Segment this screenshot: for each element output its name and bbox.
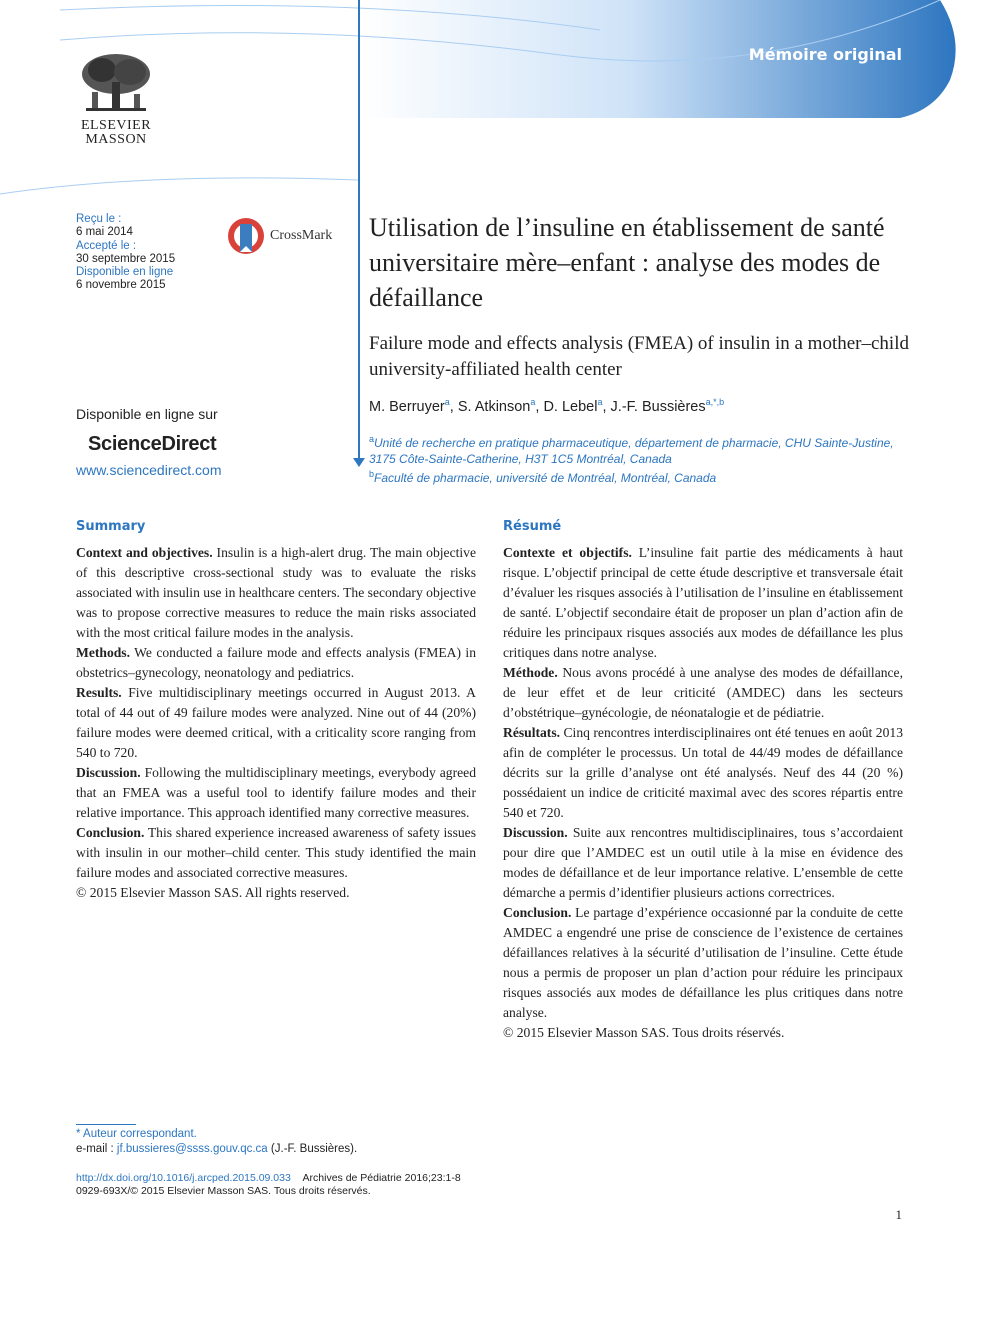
accepted-label: Accepté le : xyxy=(76,239,137,252)
sciencedirect-link[interactable]: www.sciencedirect.com xyxy=(76,462,222,478)
online-available-label: Disponible en ligne sur xyxy=(76,406,218,422)
summary-copyright: © 2015 Elsevier Masson SAS. All rights reserved. xyxy=(76,885,350,900)
issn-line: 0929-693X/© 2015 Elsevier Masson SAS. Tous droits réservés. xyxy=(76,1185,371,1197)
summary-paragraph: Methods. We conducted a failure mode and effects analysis (FMEA) in obstetrics–gynecology, neonatology and pediatrics. xyxy=(76,645,476,680)
resume-paragraph: Contexte et objectifs. L’insuline fait partie des médicaments à haut risque. L’objectif principal de cette étude descriptive et transversale était d’évaluer les risques associés à l’utilisation de l’insuline en établissement de santé. L’objectif secondaire était de proposer un plan d’action afin de réduire les principaux risques associés aux modes de défaillance les plus critiques dans notre analyse. xyxy=(503,545,903,660)
resume-paragraph: Méthode. Nous avons procédé à une analyse des modes de défaillance, de leur effet et de leur criticité (AMDEC) dans les secteurs d’obstétrique–gynécologie, de néonatalogie et de pédiatrie. xyxy=(503,665,903,720)
summary-paragraph: Context and objectives. Insulin is a high-alert drug. The main objective of this descriptive cross-sectional study was to evaluate the risks associated with insulin use in healthcare centers. The secondary objective was to propose corrective measures to reduce the main risks associated with the most critical failure modes in the analysis. xyxy=(76,545,476,640)
article-dates xyxy=(76,213,175,293)
resume-heading: Résumé xyxy=(503,519,562,534)
resume-paragraph: Résultats. Cinq rencontres interdisciplinaires ont été tenues en août 2013 afin de compléter le processus. Un total de 44/49 modes de défaillance décrits sur la grille d’analyse ont été analysés. Neuf des 44 (20 %) possédaient un indice de criticité maximal avec des scores répartis entre 540 et 720. xyxy=(503,725,903,820)
page-number: 1 xyxy=(895,1207,902,1222)
online-date: 6 novembre 2015 xyxy=(76,279,166,292)
elsevier-logo xyxy=(76,52,156,152)
divider-line xyxy=(358,0,360,462)
sciencedirect-logo: ScienceDirect xyxy=(88,433,217,455)
decorative-curve xyxy=(0,176,358,196)
crossmark-button[interactable] xyxy=(226,216,346,256)
article-title: Utilisation de l’insuline en établissement de santé universitaire mère–enfant : analyse des modes de défaillance xyxy=(369,213,885,312)
summary-heading: Summary xyxy=(76,519,146,534)
resume-copyright: © 2015 Elsevier Masson SAS. Tous droits réservés. xyxy=(503,1025,785,1040)
received-label: Reçu le : xyxy=(76,213,122,225)
doi-link[interactable]: http://dx.doi.org/10.1016/j.arcped.2015.09.033 xyxy=(76,1172,291,1184)
affiliation-item: $^a$Unité de recherche en pratique pharmaceutique, département de pharmacie, CHU Sainte-Justine, 3175 Côte-Sainte-Catherine, H3T 1C5 Montréal, Canada xyxy=(369,434,894,466)
crossmark-icon xyxy=(226,216,266,256)
crossmark-label: CrossMark xyxy=(270,228,333,243)
journal-citation: Archives de Pédiatrie 2016;23:1-8 xyxy=(302,1172,461,1184)
summary-paragraph: Results. Five multidisciplinary meetings occurred in August 2013. A total of 44 out of 49 failure modes were analyzed. Nine out of 44 (20%) failure modes were deemed critical, with a criticality score ranging from 540 to 720. xyxy=(76,685,476,760)
author-sup: a xyxy=(597,397,603,407)
summary-section xyxy=(76,517,476,903)
author-name[interactable]: M. Berruyer xyxy=(369,398,445,415)
arrow-down-icon xyxy=(353,458,365,467)
article-subtitle: Failure mode and effects analysis (FMEA) of insulin in a mother–child university-affiliated health center xyxy=(369,333,909,380)
resume-section xyxy=(503,517,903,1043)
logo-line-2: MASSON xyxy=(85,132,147,147)
email-link[interactable]: jf.bussieres@ssss.gouv.qc.ca xyxy=(116,1143,268,1155)
received-date: 6 mai 2014 xyxy=(76,226,133,239)
summary-paragraph: Conclusion. This shared experience increased awareness of safety issues with insulin in our mother–child center. This study identified the main failure modes and associated corrective measures. xyxy=(76,825,476,880)
author-list: M. Berruyer$^a$, S. Atkinson$^a$, D. Lebel$^a$, J.-F. Bussières$^{a,*,b}$ xyxy=(369,397,725,415)
resume-paragraph: Discussion. Suite aux rencontres multidisciplinaires, tous s’accordaient pour dire que l’AMDEC est un outil utile à la mise en évidence des modes de défaillance et de leur importance relative. L’ensemble de cette démarche a permis d’identifier plusieurs actions correctrices. xyxy=(503,825,903,900)
author-name[interactable]: J.-F. Bussières xyxy=(610,398,706,415)
footnote-label: * Auteur correspondant. xyxy=(76,1128,197,1140)
author-sup: a,*,b xyxy=(705,397,725,407)
affiliation-item: $^b$Faculté de pharmacie, université de Montréal, Montréal, Canada xyxy=(369,469,717,485)
logo-line-1: ELSEVIER xyxy=(80,118,152,133)
tree-icon xyxy=(78,52,154,114)
article-type-badge: Mémoire original xyxy=(748,45,902,64)
online-date-label: Disponible en ligne xyxy=(76,266,174,279)
author-sup: a xyxy=(530,397,536,407)
resume-paragraph: Conclusion. Le partage d’expérience occasionné par la conduite de cette AMDEC a engendré une prise de conscience de l’existence de certaines défaillances relatives à la sécurité d’utilisation de l’insuline. Cette étude nous a permis de proposer un plan d’action pour réduire les principaux risques associés aux modes de défaillance les plus critiques dans notre analyse. xyxy=(503,905,903,1020)
author-sup: a xyxy=(444,397,450,407)
summary-paragraph: Discussion. Following the multidisciplinary meetings, everybody agreed that an FMEA was a useful tool to identify failure modes and their relative importance. This approach identified many corrective measures. xyxy=(76,765,476,820)
corresponding-author-footnote: * Auteur correspondant. e-mail : jf.bussieres@ssss.gouv.qc.ca (J.-F. Bussières). xyxy=(76,1128,358,1155)
author-name[interactable]: S. Atkinson xyxy=(457,398,531,415)
page-footer xyxy=(76,1172,461,1198)
footnote-rule xyxy=(76,1124,136,1125)
author-name[interactable]: D. Lebel xyxy=(543,398,598,415)
accepted-date: 30 septembre 2015 xyxy=(76,252,176,265)
affiliations xyxy=(369,432,909,487)
